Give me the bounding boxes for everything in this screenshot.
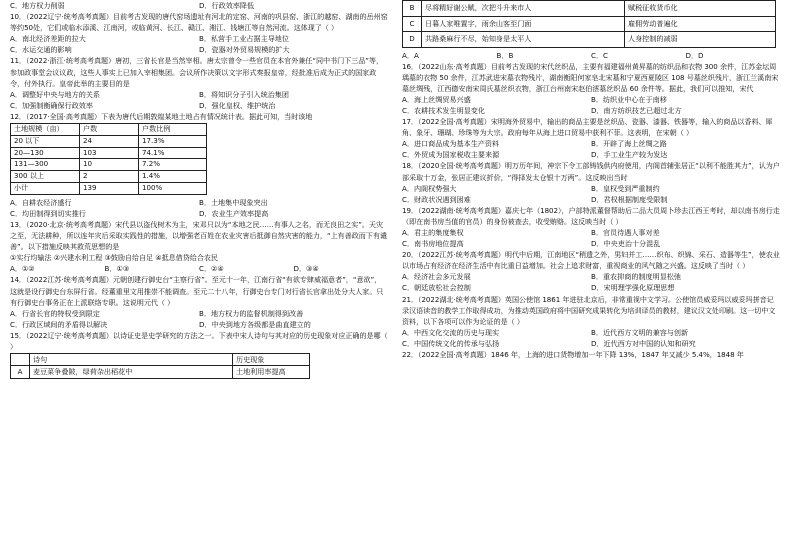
q21-option-d[interactable]: D．近代西方对中国的认知和研究	[591, 338, 696, 348]
q14-option-d[interactable]: D．中央到地方各级都是曲直建立的	[199, 319, 311, 329]
right-column	[402, 0, 780, 560]
q12-option-b[interactable]: B．土地集中现象突出	[199, 197, 268, 207]
q20-options	[402, 271, 780, 293]
table-header-row	[11, 124, 207, 136]
table-row	[11, 171, 207, 183]
q21-option-b[interactable]: B．近代西方文明的兼容与创新	[591, 327, 689, 337]
table-cell: D	[403, 32, 422, 48]
q13-stem: 13．（2020·北京·统考高考真题）宋代县以盗伐树木为主，宋邓只以为“本地之民……有事人之名，而无良田之实”。天灾之至，无法耕种，所以连年灾后采取实践性的措施，以增强老百姓在农业灾害后抵御自然灾害的能力，“上有善政而下有谴善”。以下措施反映其救荒思想的是	[10, 220, 387, 252]
q15-option-a[interactable]: A．A	[402, 50, 419, 60]
table-row	[403, 16, 776, 32]
q19-option-c[interactable]: C．南书房地位提高	[402, 239, 464, 249]
q20-option-b[interactable]: B．重农抑商的制度明显松弛	[591, 272, 681, 282]
q14-options	[10, 308, 388, 330]
land-holding-table	[10, 123, 207, 195]
q20-stem: 20．（2022江苏·统考高考真题）明代中后期，江南地区“稍遗之外，男妇并工……织布、织锦、采石、造器等生”，使农业以市场占有经济在经济生活中有比重日益增加。社会上追求财富，重视商业的风气随之兴盛。这反映了当时（ ）	[402, 250, 780, 271]
q19-option-d[interactable]: D．中央吏治十分混乱	[591, 239, 661, 249]
q16-options	[402, 94, 780, 116]
q16-option-d[interactable]: D．南方纺织技艺已超过北方	[591, 105, 682, 115]
q10-option-b[interactable]: B．私营手工业占据主导地位	[199, 34, 289, 44]
q12-option-a[interactable]: A．自耕农经济盛行	[10, 197, 72, 207]
table-cell: 20 以下	[11, 135, 80, 147]
table-cell: 人身控制的减弱	[625, 32, 776, 48]
q11-option-b[interactable]: B．将知识分子引入统治集团	[199, 89, 289, 99]
q21-option-a[interactable]: A．中西文化交流的历史与现实	[402, 327, 500, 337]
q19-stem: 19．（2022湖南·统考高考真题）嘉庆七年（1802），户部特派董督帮助后二品大员周卜珍去江西王考时，却以南书房行走（即在南书房当值的官员）的身份被查去，收受贿赂。这反映当时（ ）	[402, 205, 780, 226]
table-cell: 17.3%	[139, 135, 207, 147]
q18-option-b[interactable]: B．皇权受到严重制约	[591, 183, 660, 193]
q12-option-c[interactable]: C．均田制得到切实推行	[10, 208, 86, 218]
table-row	[11, 183, 207, 195]
q16-option-a[interactable]: A．海上丝绸贸易兴盛	[402, 94, 471, 104]
q13-option-c[interactable]: C．②④	[199, 264, 224, 274]
table-row	[403, 32, 776, 48]
q17-option-c[interactable]: C．外贸成为国家税收主要来源	[402, 150, 500, 160]
q17-option-b[interactable]: B．开辟了海上丝绸之路	[591, 139, 667, 149]
q14-stem: 14．（2022江苏·统考高考真题）元朝创建行御史台“主察行省”。至元十一年，江南行省“有欲专肆威福意者”，“意欲”，这就是设行御史台东屏行省。经董重里文用推崇不能调查。至元二十八年，行御史台专门对行省长官拿出处分大人家。只有行御史台事务正在上派联络专职。这说明元代（ ）	[10, 275, 384, 307]
table-row	[11, 366, 310, 378]
table-cell: C	[403, 16, 422, 32]
table-cell: 日暮人家唯置字，雨余山客至门面	[422, 16, 625, 32]
poem-table	[10, 353, 310, 378]
table-cell: 20—130	[11, 147, 80, 159]
table-cell: 74.1%	[139, 147, 207, 159]
q16-stem: 16．（2022山东·高考真题）目前考古发现的宋代丝织品，主要有福建福州黄昇墓的纺织品和衣物 300 余件，江苏金坛周瑀墓的衣物 50 余件，江苏武进宋墓衣物残片，湖南衡阳何家皂北宋墓和宁夏西夏陵区 108 号墓丝织残片，浙江兰溪南宋墓丝绸残，江西德安南宋周氏墓丝织衣物，浙江台州南宋赵伯澐墓丝织品 60 余件等。据此，我们可以推知，宋代	[402, 61, 779, 93]
q13-option-a[interactable]: A．①②	[10, 264, 35, 274]
table-cell: 139	[80, 183, 139, 195]
q18-options	[402, 183, 780, 205]
table-row	[11, 159, 207, 171]
q19-options	[402, 227, 780, 249]
q9-option-c[interactable]: C．地方权力削弱	[10, 1, 65, 10]
q14-option-b[interactable]: B．地方权力的监督机制得到改善	[199, 308, 304, 318]
table-cell: 共路桑麻行不尽，始知身是太平人	[422, 32, 625, 48]
table-cell: 小计	[11, 183, 80, 195]
q13-items: ①实行均输法 ②兴建水利工程 ③鼓励自给自足 ④抵息借贷给合农民	[10, 253, 218, 263]
q10-stem: 10．（2022辽宁·统考高考真题）目前考古发现的唐代窑场遗址有河北的定窑、河南的巩县窑、浙江的越窑、湖南的岳州窑等约50处，它们或临水添溪、江南河，或临黄河、长江、赣江、湘江、钱塘江等自然河流。这体现了（ ）	[10, 12, 388, 33]
q19-option-b[interactable]: B．官员待遇人事对差	[591, 228, 660, 237]
poem-table-continued	[402, 0, 776, 48]
q20-option-a[interactable]: A．经济社会多元发展	[402, 272, 471, 282]
table-header-cell: 土地规模（亩）	[11, 124, 80, 136]
table-row	[403, 1, 776, 17]
q10-options	[10, 33, 388, 55]
q18-option-d[interactable]: D．君权根据制度受限制	[591, 194, 668, 204]
q20-option-c[interactable]: C．朝廷放松社会控制	[402, 283, 471, 293]
q11-option-c[interactable]: C．加强制衡确保行政效率	[10, 100, 93, 110]
q17-stem: 17．（2022全国·高考真题）宋明海外贸易中，输出的商品主要是丝织品、瓷器、漆器、铁器等，输入的商品以香料、犀角、象牙、珊瑚、珍珠等为大宗。政府每年从海上进口贸易中获利不菲。这表明，在宋朝（ ）	[402, 117, 773, 138]
table-cell: 土地利用率提高	[233, 366, 310, 378]
q11-option-a[interactable]: A．调整好中央与地方的关系	[10, 89, 100, 99]
q16-option-c[interactable]: C．农耕技术发生明显变化	[402, 105, 485, 115]
q12-stem: 12．（2017·全国·高考真题）下表为唐代后期敦煌某地土地占有情况统计表。据此可知，当时该地	[10, 111, 313, 121]
q11-stem: 11．（2022·浙江·统考高考真题）唐初，三省长官是当然宰相。唐太宗曾令一些官员在本官外兼任“同中书门下三品”等，参加政事堂会议议政，这些人事实上已加入宰相集团。会议所作决策以文字形式奏报皇帝，经批准后成为正式的国家政令，付外执行。皇帝此举的主要目的是	[10, 56, 383, 88]
table-header-row	[11, 354, 310, 366]
q15-option-c[interactable]: C．C	[591, 50, 608, 60]
table-row	[11, 135, 207, 147]
q22-stem: 22．（2022全国·高考真题）1846 年，上海的进口货物增加一年下降 13%，1847 年又减少 5.4%，1848 年	[402, 350, 744, 360]
table-cell: 24	[80, 135, 139, 147]
table-header-cell: 户数	[80, 124, 139, 136]
q12-option-d[interactable]: D．农业生产效率提高	[199, 208, 269, 218]
table-cell: B	[403, 1, 422, 17]
q15-stem: 15．（2022辽宁·统考高考真题）以诗证史是史学研究的方法之一。下表中宋人诗句与其对应的历史现象对应正确的是哪（ ）	[10, 330, 388, 352]
q9-option-d[interactable]: D．行政效率降低	[199, 1, 255, 10]
q12-options	[10, 197, 388, 219]
q18-option-c[interactable]: C．财政状况遇到困难	[402, 194, 471, 204]
q15-option-b[interactable]: B．B	[496, 50, 514, 60]
q17-option-d[interactable]: D．手工业生产较为发达	[591, 150, 668, 160]
q21-stem: 21．（2022湖北·统考高考真题）英国公使馆 1861 年进驻北京后，非常重视中文学习。公使馆员威妥玛以威妥玛拼音记录汉语读音的教学工作取得成功，为推动英国政府将中国研究成果转化为培训译员的教材，建议汉文处印刷。这一切中文资料，以下各项可以作为论证的是（ ）	[402, 294, 776, 326]
q13-option-d[interactable]: D．③④	[293, 264, 319, 274]
left-column	[10, 0, 388, 560]
table-cell: 赋税征收货币化	[625, 1, 776, 17]
table-header-cell: 历史现象	[233, 354, 310, 366]
table-header-cell: 诗句	[30, 354, 233, 366]
table-cell: 雇佣劳动普遍化	[625, 16, 776, 32]
table-cell: 131—300	[11, 159, 80, 171]
q11-options	[10, 89, 388, 111]
q10-option-d[interactable]: D．瓷器对外贸易规模的扩大	[199, 45, 290, 55]
table-cell: 100%	[139, 183, 207, 195]
q14-option-a[interactable]: A．行省长官的特权受到限定	[10, 308, 100, 318]
table-header-cell: 户数比例	[139, 124, 207, 136]
q13-options	[10, 263, 388, 274]
table-cell: 300 以上	[11, 171, 80, 183]
q9-options	[10, 0, 388, 11]
q15-option-d[interactable]: D．D	[685, 50, 704, 60]
q16-option-b[interactable]: B．纺织业中心在于南移	[591, 94, 667, 104]
table-cell: 麦豆菜争叠陂，绿荷杂出稻花中	[30, 366, 233, 378]
q11-option-d[interactable]: D．强化皇权、维护统治	[199, 100, 276, 110]
q18-stem: 18．（2020全国·统考高考真题）明万历年间，神宗下令工部铸钱供内府使用，内阁首辅张居正“以利不能胜其力”，认为户部采取十万金，张居正建议折价，“得择发太仓银十万两”。这反映出当时	[402, 161, 780, 182]
q19-option-a[interactable]: A．君主的集度集权	[402, 228, 464, 237]
table-cell: 2	[80, 171, 139, 183]
table-cell: 尽将精好谢公赋，次把斗升来市人	[422, 1, 625, 17]
table-cell: 10	[80, 159, 139, 171]
table-header-cell	[11, 354, 30, 366]
table-cell: 7.2%	[139, 159, 207, 171]
q10-option-a[interactable]: A．南北经济差距的拉大	[10, 34, 86, 44]
table-cell: 103	[80, 147, 139, 159]
q17-options	[402, 138, 780, 160]
q14-option-c[interactable]: C．行政区域间的矛盾得以解决	[10, 319, 108, 329]
q17-option-a[interactable]: A．进口商品成为基本生产资料	[402, 139, 500, 149]
q13-option-b[interactable]: B．①③	[104, 264, 130, 274]
table-row	[11, 147, 207, 159]
table-cell: A	[11, 366, 30, 378]
q10-option-c[interactable]: C．水运交通的影响	[10, 45, 72, 55]
table-cell: 1.4%	[139, 171, 207, 183]
q18-option-a[interactable]: A．内阁权势强大	[402, 183, 457, 193]
q21-options	[402, 327, 780, 349]
q15-options	[402, 50, 780, 61]
q20-option-d[interactable]: D．宋明理学强化原理思想	[591, 283, 675, 293]
q21-option-c[interactable]: C．中国传统文化的传承与弘扬	[402, 338, 500, 348]
